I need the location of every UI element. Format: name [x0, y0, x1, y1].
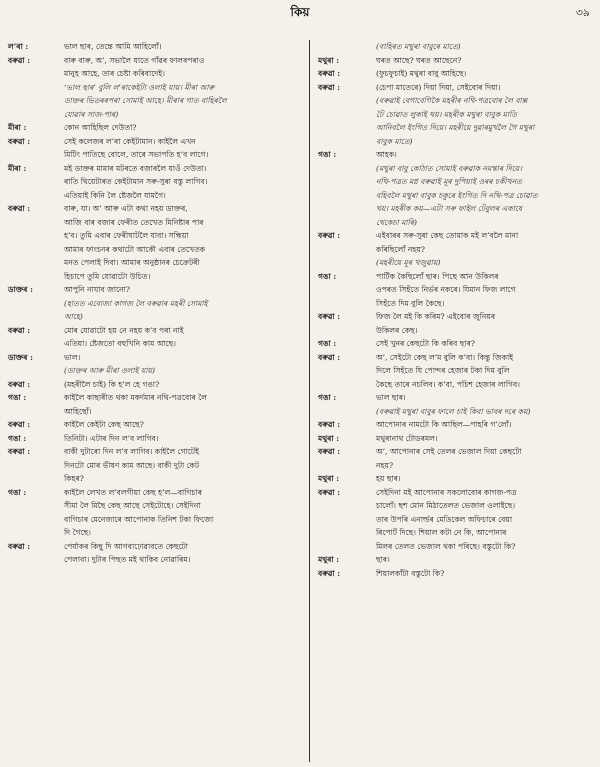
page-title: কিয়	[290, 5, 310, 19]
dialogue-line	[318, 229, 594, 243]
speaker-name: মথুৰা :	[318, 474, 340, 483]
stage-direction-text: আহে)	[64, 312, 83, 321]
dialogue-text: সেইদিনা মই আপোনাৰ সকলোবোৰ কাগজ-পত্ৰ	[376, 487, 517, 497]
stage-direction-text: (ডাক্তৰ আৰু মীৰা ওলাই যায়)	[64, 366, 155, 375]
dialogue-line	[318, 351, 594, 365]
column-divider	[309, 40, 310, 762]
stage-direction-line	[8, 94, 304, 108]
dialogue-line	[318, 324, 594, 338]
stage-direction-line	[318, 175, 594, 189]
dialogue-line	[318, 54, 594, 68]
speaker-name: মথুৰা :	[318, 55, 340, 65]
dialogue-text: কাইলৈ লেখত ল’বলগীয়া কেছ হ’ল—বাগিচাৰ	[64, 487, 202, 497]
dialogue-text: সেই কলেজৰ ল’ৰা কেইটামান। কাইলৈ এখন	[64, 136, 196, 146]
dialogue-line	[8, 499, 304, 513]
dialogue-text: হিচাপে তুমি যোৱাটো উচিত।	[64, 271, 151, 281]
stage-direction-text: ডাক্তৰ ভিতৰৰপৰা সোমাই আহে। মীৰাৰ গাত বাহিৰলৈ	[64, 96, 227, 105]
dialogue-line	[8, 391, 304, 405]
speaker-name: গঙা :	[318, 393, 337, 402]
speaker-name: গঙা :	[8, 487, 27, 497]
dialogue-text: দি গৈছে।	[64, 528, 91, 537]
dialogue-line	[8, 459, 304, 473]
stage-direction-line	[318, 216, 594, 230]
dialogue-line	[8, 405, 304, 419]
speaker-name: মীৰা :	[8, 163, 27, 173]
speaker-name: বৰুৱা :	[318, 82, 341, 92]
stage-direction-line	[318, 189, 594, 203]
dialogue-text: উকিলৰ কেছ।	[376, 325, 418, 335]
stage-direction-line	[8, 81, 304, 95]
dialogue-text: মিলৰ তেলত ভেজাল থকা পৰিছে। বস্তুটো কি?	[376, 541, 516, 551]
stage-direction-text: (মহৰীয়ে মূৰ খজুৱায়)	[376, 258, 441, 267]
dialogue-text: কাইলৈ কেইটা কেছ আছে?	[64, 420, 144, 429]
dialogue-text: মথুৰানাথ টোডৰমল।	[376, 433, 438, 443]
dialogue-line	[318, 472, 594, 486]
dialogue-line	[318, 81, 594, 95]
stage-direction-text: যোৱাৰ সাজ-পাৰ)	[64, 109, 119, 119]
dialogue-text: হ’ব। তুমি এবাৰ ফেৰীঘাটলৈ যাবা। সন্ধিয়া	[64, 231, 189, 240]
dialogue-line	[8, 67, 304, 81]
speaker-name: ল’ৰা :	[8, 42, 29, 51]
dialogue-line	[8, 40, 304, 54]
speaker-name: বৰুৱা :	[8, 204, 31, 213]
dialogue-text: এতিয়াই কিনি লৈ ষ্টেজলৈ যামগৈ।	[64, 190, 166, 200]
dialogue-line	[318, 445, 594, 459]
stage-direction-line	[8, 364, 304, 378]
dialogue-text: ওপৰত সিহঁতে নিৰ্ভৰ নকৰে। যিমান ফিজ লাগে	[376, 285, 516, 294]
dialogue-text: সিহঁতে দিম বুলি কৈছে।	[376, 298, 445, 308]
right-column	[318, 40, 594, 580]
speaker-name: বৰুৱা :	[318, 69, 341, 78]
stage-direction-line	[8, 297, 304, 311]
dialogue-line	[318, 418, 594, 432]
dialogue-text: এইবাৰৰ সৰু-সুৰা কেছ তোমাক মই ল’বলৈ মানা	[376, 231, 519, 240]
dialogue-line	[8, 445, 304, 459]
dialogue-line	[318, 432, 594, 446]
stage-direction-line	[318, 135, 594, 149]
speaker-name: মীৰা :	[8, 123, 27, 132]
stage-direction-text: ‘ভাল ছাৰ’ বুলি ল’ৰাকেইটা ওলাই যায়। মীৰা আৰু	[64, 82, 215, 92]
dialogue-line	[8, 418, 304, 432]
speaker-name: ডাক্তৰ :	[8, 285, 33, 294]
dialogue-text: আপোনাৰ নামটো কি আছিল—পাহৰি গ’লোঁ।	[376, 420, 512, 429]
dialogue-text: পেৰ্যাকৰ কিছু দি আগবাঢ়োৱাবতে কেছটো	[64, 541, 188, 551]
dialogue-line	[318, 553, 594, 567]
dialogue-text: ছাৰ।	[376, 555, 390, 564]
speaker-name: বৰুৱা :	[8, 136, 31, 146]
stage-direction-line	[318, 108, 594, 122]
dialogue-text: সেই খুনৰ কেছটো কি কৰিব ছাৰ?	[376, 339, 475, 348]
dialogue-text: ফিজ লৈ মই কি কৰিম? এইবোৰ জুনিয়ৰ	[376, 312, 496, 321]
speaker-name: গঙা :	[8, 433, 27, 443]
dialogue-line	[8, 121, 304, 135]
dialogue-line	[8, 162, 304, 176]
stage-direction-line	[318, 40, 594, 54]
dialogue-text: আহক।	[376, 150, 397, 159]
speaker-name: বৰুৱা :	[8, 55, 31, 65]
dialogue-line	[8, 337, 304, 351]
dialogue-text: মানুহ আহে, তাৰ চেষ্টা কৰিবাদেই।	[64, 69, 165, 78]
dialogue-text: (ফুচফুচাই) মথুৰা বাবু আহিছে।	[376, 69, 467, 78]
speaker-name: বৰুৱা :	[318, 352, 341, 362]
dialogue-line	[318, 459, 594, 473]
left-column	[8, 40, 304, 567]
dialogue-text: বাৰু বাৰু, অ’, সভালৈ যাতে গাঁৱৰ ফালৰপৰাও	[64, 55, 205, 65]
dialogue-text: (মহৰীলৈ চাই) কি হ’ল হে গঙা?	[64, 379, 160, 389]
speaker-name: গঙা :	[8, 393, 27, 402]
stage-direction-line	[318, 405, 594, 419]
dialogue-text: সীমা লৈ মিছৈ কেছ আছে সেইটোহে। সেইদিনা	[64, 501, 201, 510]
stage-direction-line	[318, 94, 594, 108]
stage-direction-text: থয়। মহৰীক কয়—এটা সৰু ফাইল টেবুলৰ একাষে	[376, 204, 523, 213]
dialogue-line	[8, 189, 304, 203]
stage-direction-text: (মথুৰা বাবু কোঠাত সোমাই বৰুৱাক নমস্কাৰ দিয়ে।	[376, 163, 522, 173]
dialogue-line	[8, 202, 304, 216]
stage-direction-text: বাবুক মাতে)	[376, 136, 413, 146]
dialogue-line	[318, 364, 594, 378]
dialogue-text: ভাল ছাৰ।	[376, 393, 406, 402]
dialogue-line	[318, 337, 594, 351]
dialogue-line	[8, 175, 304, 189]
speaker-name: মথুৰা :	[318, 555, 340, 564]
dialogue-line	[8, 229, 304, 243]
dialogue-line	[8, 526, 304, 540]
dialogue-line	[318, 486, 594, 500]
dialogue-text: বাকী দুটাৰো দিন ল’ব লাগিব। কাইলৈ গোটেই	[64, 447, 199, 456]
dialogue-line	[318, 243, 594, 257]
dialogue-line	[318, 540, 594, 554]
speaker-name: বৰুৱা :	[318, 568, 341, 578]
dialogue-line	[8, 216, 304, 230]
dialogue-line	[318, 310, 594, 324]
dialogue-text: ঘৰত আছে? ঘৰত আছেনে?	[376, 55, 462, 65]
page-number: ৩৯	[575, 6, 590, 19]
dialogue-text: পেলাবা। দুটাৰ পিছত মই থাকিব নোৱাৰিম।	[64, 555, 191, 564]
dialogue-text: তাৰ উপৰি এনাৰ্ল্ডৰ মেডিকেল অফিচাৰে বেয়া	[376, 514, 513, 524]
dialogue-text: কৈছে তাৰে নচলিব। ক’বা, পচিশ হেজাৰ লাগিব।	[376, 379, 520, 389]
dialogue-text: আজি বাৰ বজাৰ ফেৰীত তেখেত মিনিষ্টাৰ পাৰ	[64, 217, 204, 227]
stage-direction-text: আনিবলৈ ইংগিত দিয়ে। মহৰীয়ে দুৱাৰমুখলৈ গৈ মথুৰা	[376, 123, 535, 132]
dialogue-line	[8, 486, 304, 500]
speaker-name: গঙা :	[318, 339, 337, 348]
dialogue-line	[318, 378, 594, 392]
dialogue-line	[8, 135, 304, 149]
dialogue-text: আহিছোঁ।	[64, 406, 92, 416]
speaker-name: মথুৰা :	[318, 433, 340, 443]
dialogue-text: দিনটো মোৰ ভীষণ কাম আছে। বাকী দুটা কেট	[64, 460, 200, 470]
dialogue-line	[8, 283, 304, 297]
stage-direction-text: (বাহিৰত মথুৰা বাবুৰে মাতে)	[376, 42, 461, 51]
dialogue-text: ৰাতি থিয়েটাৰত কেইটামান সৰু-সুৰা বস্তু লাগিব।	[64, 177, 208, 186]
stage-direction-text: নথি-পত্ৰত মগ্ন বৰুৱাই মূৰ দুপিয়াই ওৰৰ চকীখনত	[376, 177, 522, 186]
dialogue-text: পাৰ্টিক কৈছিলোঁ ছাৰ। পিছে আন উকিলৰ	[376, 271, 499, 281]
dialogue-line	[318, 67, 594, 81]
speaker-name: বৰুৱা :	[318, 420, 341, 429]
stage-direction-line	[8, 108, 304, 122]
dialogue-text: কিহৰ?	[64, 474, 84, 483]
dialogue-text: বাৰু, যা। অ’ আৰু এটা কথা নহয় ডাক্তৰ,	[64, 204, 188, 213]
dialogue-text: মনত পেলাই দিবা। আমাৰ অনুষ্ঠানৰ চেক্ৰেটৰী	[64, 258, 200, 267]
dialogue-line	[318, 526, 594, 540]
dialogue-line	[8, 270, 304, 284]
dialogue-line	[8, 513, 304, 527]
dialogue-text: ভাল।	[64, 352, 81, 362]
dialogue-line	[8, 54, 304, 68]
stage-direction-text: (বৰুৱাই বেগাবেগিকৈ মহৰীৰ নথি-পত্ৰবোৰ লৈ বাক্স	[376, 96, 528, 105]
dialogue-line	[8, 324, 304, 338]
dialogue-line	[8, 540, 304, 554]
stage-direction-line	[318, 121, 594, 135]
stage-direction-line	[318, 256, 594, 270]
dialogue-line	[8, 148, 304, 162]
dialogue-line	[318, 270, 594, 284]
stage-direction-line	[8, 310, 304, 324]
speaker-name: বৰুৱা :	[318, 447, 341, 456]
speaker-name: গঙা :	[318, 150, 337, 159]
dialogue-line	[8, 243, 304, 257]
dialogue-line	[318, 297, 594, 311]
speaker-name: বৰুৱা :	[8, 447, 31, 456]
dialogue-line	[8, 256, 304, 270]
speaker-name: ডাক্তৰ :	[8, 352, 33, 362]
speaker-name: বৰুৱা :	[8, 420, 31, 429]
dialogue-line	[318, 283, 594, 297]
dialogue-text: বাগিচাৰ মেনেজাৰে আপোনাক তিনিশ টকা ফিজো	[64, 514, 214, 524]
dialogue-text: ভাল ছাৰ, তেন্তে আমি আহিলোঁ।	[64, 42, 162, 51]
dialogue-text: অ’, আপোনাৰ সেই তেলৰ ভেজাল দিয়া কেছটো	[376, 447, 522, 456]
dialogue-text: মই ডাক্তৰ মামাৰ মটৰতে বজাৰলৈ যাওঁ দেউতা।	[64, 163, 207, 173]
dialogue-text: নহয়?	[376, 460, 394, 470]
dialogue-line	[318, 148, 594, 162]
dialogue-text: আমাৰ ফাংচনৰ কথাটো আকৌ এবাৰ তেখেতক	[64, 244, 206, 254]
dialogue-line	[318, 567, 594, 581]
dialogue-line	[8, 378, 304, 392]
dialogue-text: (চেপা মাতেৰে) দিয়া দিয়া, সেইবোৰ দিয়া।	[376, 82, 501, 92]
stage-direction-text: টৈ চোৱাত লুকাই থয়। মহৰীক মথুৰা বাবুক মাতি	[376, 109, 517, 119]
speaker-name: গঙা :	[318, 271, 337, 281]
stage-direction-line	[318, 162, 594, 176]
dialogue-text: শিয়ালকাঁটা বস্তুটো কি?	[376, 568, 445, 578]
dialogue-line	[318, 513, 594, 527]
dialogue-text: মোৰ যোৱাটো হয় নে নহয় ক’ব পৰা নাই	[64, 325, 184, 335]
dialogue-line	[318, 499, 594, 513]
dialogue-text: হয় ছাৰ।	[376, 474, 401, 483]
dialogue-text: দিলে সিহঁতে যি পোন্দৰ হেজাৰ টকা দিম বুলি	[376, 366, 510, 375]
dialogue-text: মিটিং পাতিছে বোলে, তাৰে সভাপতি হ’ব লাগে।	[64, 150, 209, 159]
stage-direction-text: থেকেচা মাৰি)	[376, 217, 417, 227]
dialogue-text: কৰিছিলোঁ নহয়?	[376, 244, 425, 254]
dialogue-text: চালোঁ। ছশ মোন মিঠাতেলত ভেজাল ওলাইছে।	[376, 501, 516, 510]
speaker-name: বৰুৱা :	[8, 541, 31, 551]
dialogue-line	[8, 351, 304, 365]
dialogue-text: এতিয়া। ষ্টেজতো বহুখিনি কাম আছে।	[64, 339, 176, 348]
dialogue-text: অ’, সেইটো কেছ ল’ম বুলি ক’বা। কিন্তু জিকাই	[376, 352, 514, 362]
dialogue-text: কাইলৈ কাছাৰীত থকা মকৰ্দমাৰ নথি-পত্ৰবোৰ লৈ	[64, 393, 207, 402]
dialogue-line	[8, 553, 304, 567]
stage-direction-text: (হাতত এবোজা কাগজ লৈ বৰুৱাৰ মহৰী সোমাই	[64, 298, 208, 308]
speaker-name: বৰুৱা :	[8, 379, 31, 389]
speaker-name: বৰুৱা :	[318, 312, 341, 321]
speaker-name: বৰুৱা :	[318, 487, 341, 497]
speaker-name: বৰুৱা :	[8, 325, 31, 335]
stage-direction-line	[318, 202, 594, 216]
dialogue-line	[318, 391, 594, 405]
dialogue-text: ৰিপোৰ্ট দিছে। শিয়াল কটা নে কি, আপোনাৰ	[376, 528, 507, 537]
dialogue-text: আপুনি নাযাব জানো?	[64, 285, 130, 294]
dialogue-text: কোন আহিছিল দেউতা?	[64, 123, 137, 132]
stage-direction-text: (বৰুৱাই মথুৰা বাবুৰ ফালে চাই কিবা ভাবৰ দৰে কয়)	[376, 406, 531, 416]
dialogue-line	[8, 432, 304, 446]
dialogue-line	[8, 472, 304, 486]
stage-direction-text: বহিবলৈ মথুৰা বাবুক চকুৰে ইংগিত দি নথি-পত্ৰ চোৱাত	[376, 190, 538, 200]
dialogue-text: তিনিটা। এটাৰ দিন ল’ব লাগিব।	[64, 433, 159, 443]
speaker-name: বৰুৱা :	[318, 231, 341, 240]
